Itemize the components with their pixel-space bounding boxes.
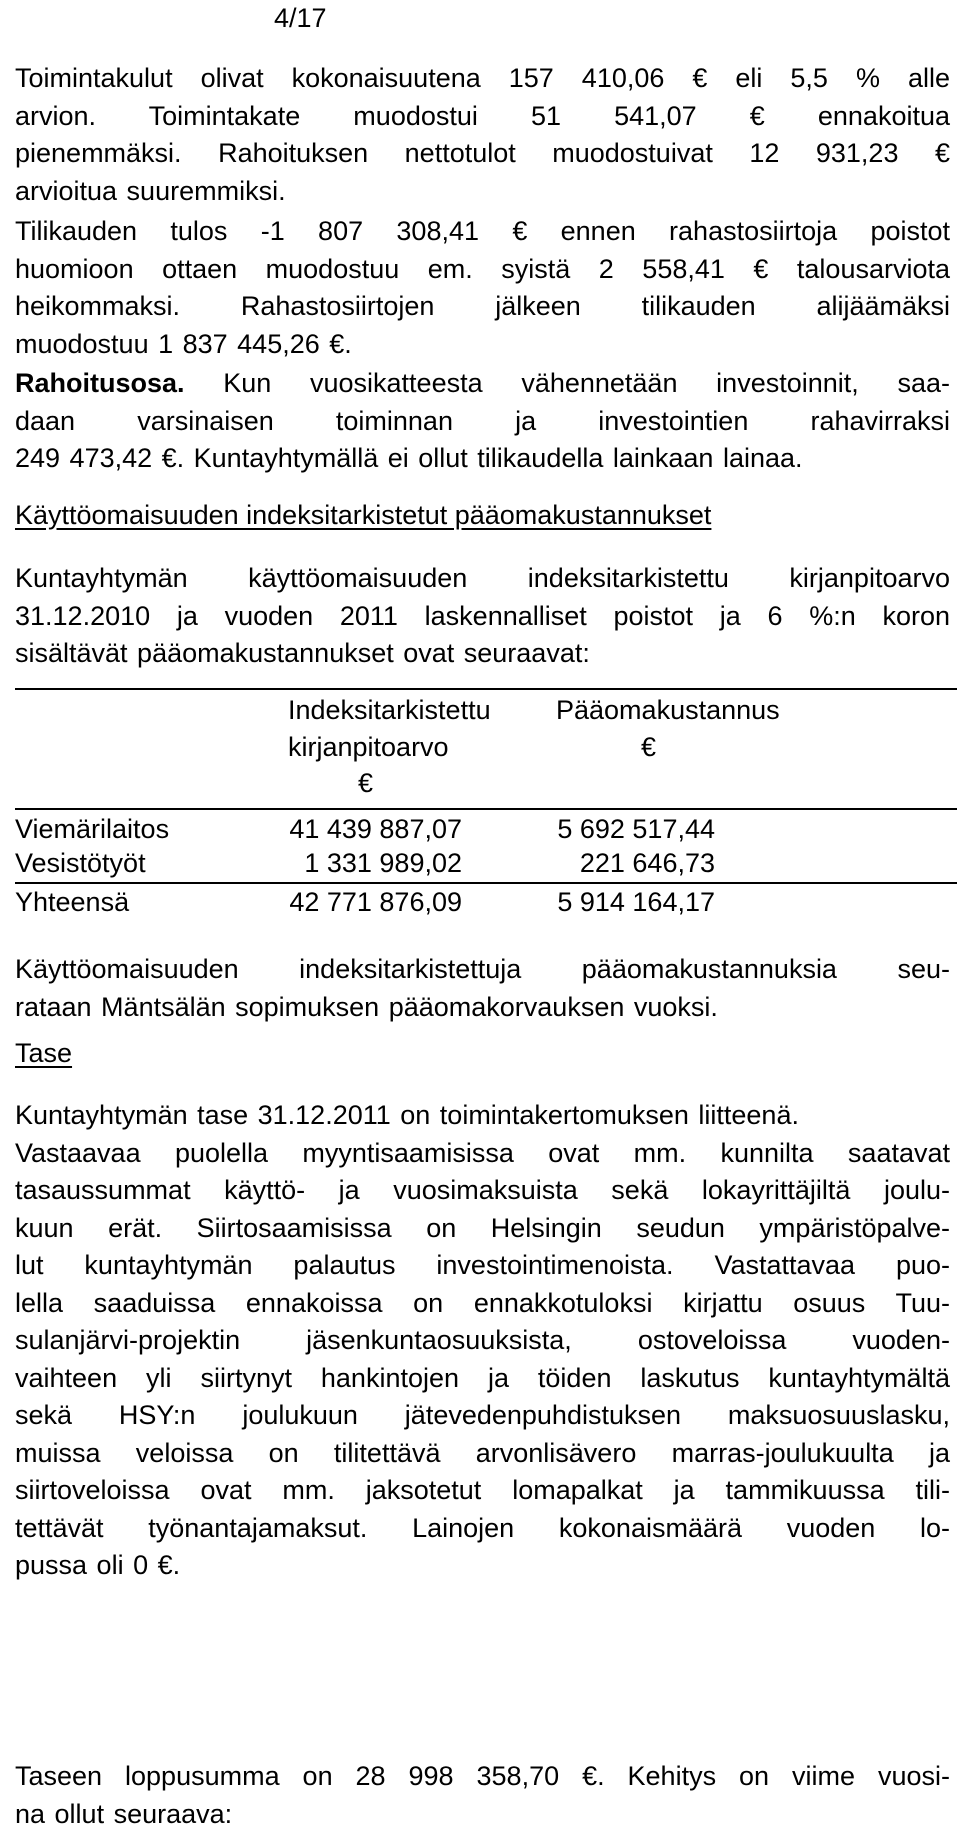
text-line: muissa veloissa on tilitettävä arvonlisävero marras-joulukuulta ja [15,1437,950,1468]
text-line: Kuntayhtymän käyttöomaisuuden indeksitarkistettu kirjanpitoarvo [15,563,950,593]
paragraph-balance-total [15,1758,950,1833]
col-header-book-value-line2: kirjanpitoarvo [288,732,449,762]
row-book-value: 41 439 887,07 [289,814,462,844]
row-book-value: 1 331 989,02 [304,848,462,878]
bold-lead: Rahoitusosa. [15,368,185,398]
col-header-book-value-unit: € [358,768,374,798]
text-line: na ollut seuraava: [15,1798,233,1829]
text-line: muodostuu 1 837 445,26 €. [15,328,352,359]
text-line: kuun erät. Siirtosaamisissa on Helsingin seudun ympäristöpalve- [15,1212,950,1243]
heading-balance: Tase [15,1038,73,1068]
text-line: Vastaavaa puolella myyntisaamisissa ovat mm. kunnilta saatavat [15,1137,950,1168]
text-line: huomioon ottaen muodostuu em. syistä 2 558,41 € talousarviota [15,253,950,284]
heading-capital-costs: Käyttöomaisuuden indeksitarkistetut pääomakustannukset [15,500,712,530]
col-header-capital-cost-line1: Pääomakustannus [556,695,780,725]
text-line: sekä HSY:n joulukuun jätevedenpuhdistuksen maksuosuuslasku, [15,1400,950,1430]
text-line: 249 473,42 €. Kuntayhtymällä ei ollut tilikaudella lainkaan lainaa. [15,443,803,473]
text-line: lella saaduissa ennakoissa on ennakkotuloksi kirjattu osuus Tuu- [15,1287,950,1318]
text-line: heikommaksi. Rahastosiirtojen jälkeen tilikauden alijäämäksi [15,291,950,321]
text-fragment: Kun vuosikatteesta vähennetään investoinnit, saa- [184,368,950,398]
paragraph-balance-sheet [15,1097,950,1585]
total-book-value: 42 771 876,09 [289,887,462,917]
row-capital-cost: 221 646,73 [579,848,715,878]
text-line: tasaussummat käyttö- ja vuosimaksuista sekä lokayrittäjiltä joulu- [15,1175,950,1205]
text-line: vaihteen yli siirtynyt hankintojen ja töiden laskutus kuntayhtymältä [15,1362,950,1393]
row-label: Viemärilaitos [15,814,170,844]
text-line: arvioitua suuremmiksi. [15,175,286,206]
paragraph-operating-costs [15,60,950,210]
table-total-rule [15,882,957,884]
text-line: sisältävät pääomakustannukset ovat seuraavat: [15,638,590,668]
text-line: pienemmäksi. Rahoituksen nettotulot muodostuivat 12 931,23 € [15,138,950,168]
text-line: Tilikauden tulos -1 807 308,41 € ennen rahastosiirtoja poistot [15,216,950,246]
text-line: 31.12.2010 ja vuoden 2011 laskennalliset poistot ja 6 %:n koron [15,600,950,631]
text-line: pussa oli 0 €. [15,1550,181,1580]
text-line: siirtoveloissa ovat mm. jaksotetut lomapalkat ja tammikuussa tili- [15,1475,950,1505]
text-line: Toimintakulut olivat kokonaisuutena 157 410,06 € eli 5,5 % alle [15,63,950,93]
table-top-rule [15,688,957,690]
text-line: tettävät työnantajamaksut. Lainojen kokonaismäärä vuoden lo- [15,1512,950,1543]
text-line: sulanjärvi-projektin jäsenkuntaosuuksista, ostoveloissa vuoden- [15,1325,950,1355]
col-header-capital-cost-unit: € [641,732,657,762]
total-capital-cost: 5 914 164,17 [557,887,715,917]
text-line: lut kuntayhtymän palautus investointimenoista. Vastattavaa puo- [15,1250,950,1280]
row-capital-cost: 5 692 517,44 [557,814,715,844]
col-header-book-value-line1: Indeksitarkistettu [288,695,491,725]
text-line: Taseen loppusumma on 28 998 358,70 €. Kehitys on viime vuosi- [15,1761,950,1791]
table-header-rule [15,808,957,810]
text-line: daan varsinaisen toiminnan ja investointien rahavirraksi [15,405,950,436]
page-number: 4/17 [274,3,327,33]
text-line: Kuntayhtymän tase 31.12.2011 on toimintakertomuksen liitteenä. [15,1100,799,1130]
row-label: Vesistötyöt [15,848,146,878]
text-line [15,365,950,403]
total-label: Yhteensä [15,887,130,917]
text-line: Käyttöomaisuuden indeksitarkistettuja pääomakustannuksia seu- [15,954,950,984]
text-line: rataan Mäntsälän sopimuksen pääomakorvauksen vuoksi. [15,991,718,1022]
paragraph-financing [15,365,950,478]
paragraph-capital-costs-intro [15,560,950,673]
paragraph-capital-compensation [15,951,950,1026]
text-line: arvion. Toimintakate muodostui 51 541,07 € ennakoitua [15,100,950,131]
paragraph-financial-result [15,213,950,363]
